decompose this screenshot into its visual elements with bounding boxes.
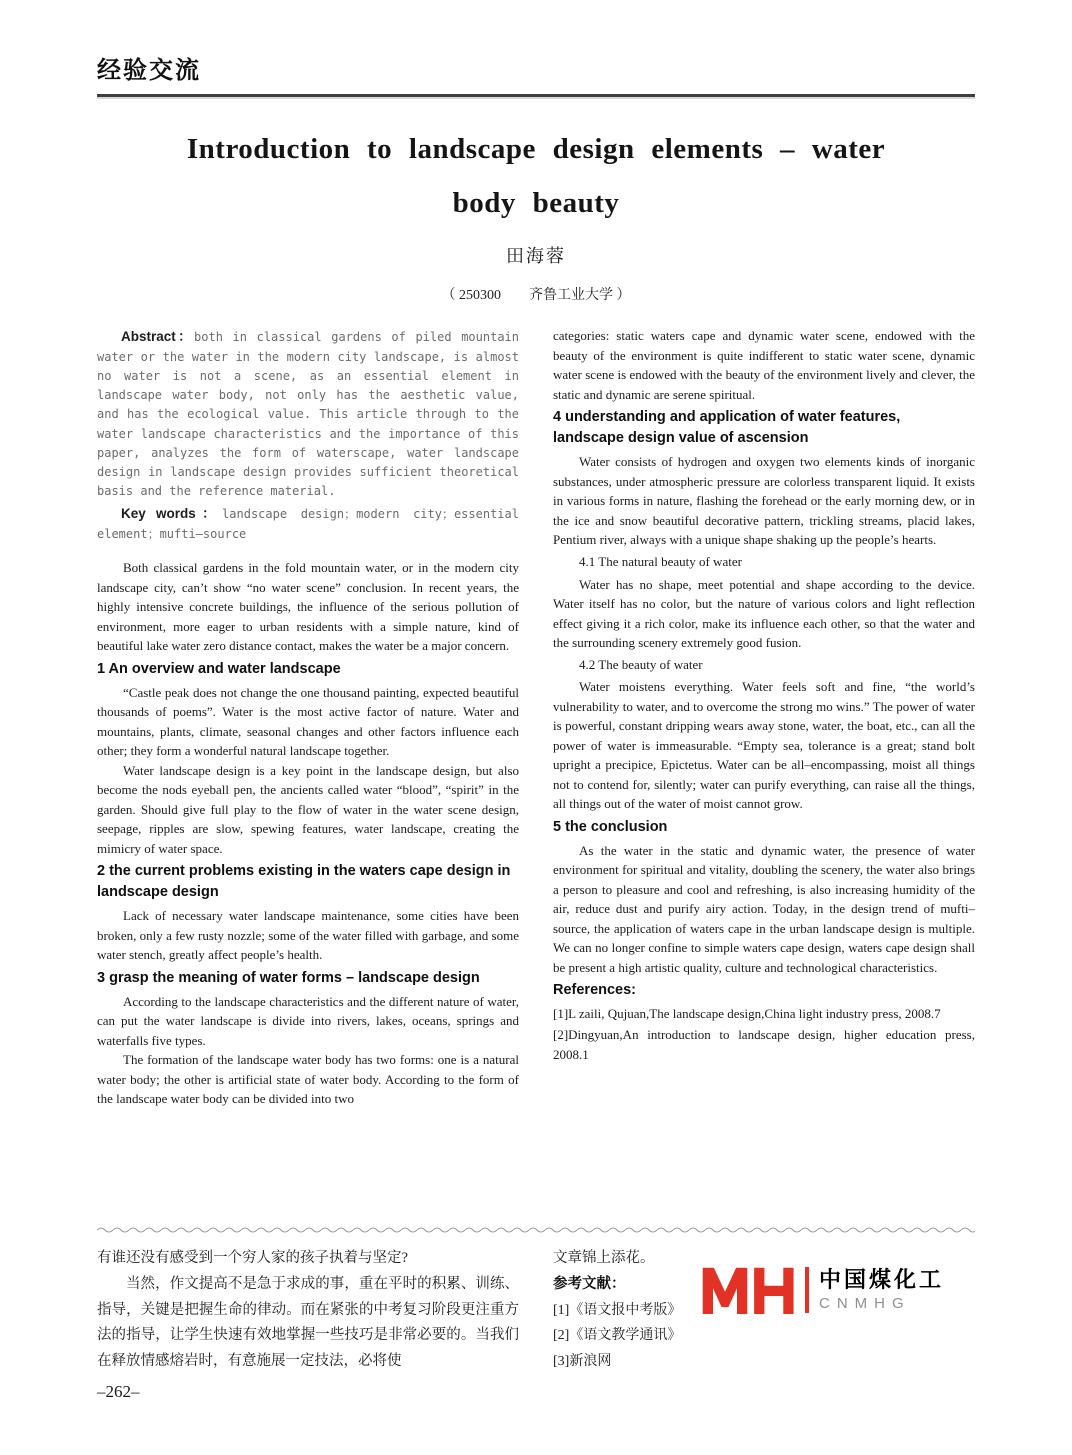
footer-right-column xyxy=(553,1246,975,1375)
cnmhg-logo-icon xyxy=(701,1262,797,1318)
footer-paragraph: 有谁还没有感受到一个穷人家的孩子执着与坚定? xyxy=(97,1250,408,1266)
footer-reference-item-1: [1]《语文报中考版》 xyxy=(553,1302,682,1318)
paragraph: According to the landscape characteristics and the different nature of water, can put the water landscape is divide into rivers, lakes, oceans, springs and waterfalls five types. xyxy=(97,993,519,1048)
cnmhg-logo xyxy=(701,1262,944,1318)
paragraph: The formation of the landscape water body has two forms: one is a natural water body; the other is artificial state of water body. According to the form of the landscape water body can be divided into two xyxy=(97,1052,519,1107)
subsection-heading-4-2: 4.2 The beauty of water xyxy=(579,656,703,672)
abstract-text: both in classical gardens of piled mountain water or the water in the modern city landscape, is almost no water is not a scene, as an essential element in landscape water body, not only has the aesthetic value, and has the ecological value. This article through to the water landscape characteristics and the importance of this paper, analyzes the form of waterscape, water landscape design in landscape design provides sufficient theoretical basis and the reference material. xyxy=(97,330,519,499)
article-title-line1: Introduction to landscape design elements – water xyxy=(186,133,886,165)
keywords-paragraph xyxy=(97,503,519,544)
paragraph: Water consists of hydrogen and oxygen two elements kinds of inorganic substances, under atmospheric pressure are colorless transparent liquid. It exists in various forms in nature, flashing the forehead or the early morning dew, or in the ice and snow beautiful decorative pattern, trickling streams, placid lakes, Pentium river, always with a unique shape shaking up the people’s hearts. xyxy=(553,454,975,548)
paragraph-intro: Both classical gardens in the fold mountain water, or in the modern city landscape city, can’t show “no water scene” conclusion. In recent years, the highly intensive concrete buildings, the influence of the serious pollution of environment, more eager to urban residents with a simple nature, kind of beautiful lake water zero distance contact, makes the water be a major concern. xyxy=(97,560,519,654)
left-column xyxy=(97,326,519,1222)
subsection-heading-4-1: 4.1 The natural beauty of water xyxy=(579,553,742,569)
section-heading-4: 4 understanding and application of water features, landscape design value of ascension xyxy=(553,409,901,447)
article-title-line2: body beauty xyxy=(452,186,620,219)
masthead-rule xyxy=(97,94,975,97)
footer-reference-item-3: [3]新浪网 xyxy=(553,1354,612,1370)
footer-paragraph: 文章锦上添花。 xyxy=(553,1250,655,1266)
cnmhg-logo-text xyxy=(805,1267,944,1313)
paragraph: “Castle peak does not change the one thousand painting, expected beautiful thousands of poems”. Water is the most active factor of nature. Water and mountains, plants, climate, seasonal changes and other factors influence each other; they form a wonderful natural landscape together. xyxy=(97,684,519,759)
paragraph: Lack of necessary water landscape maintenance, some cities have been broken, only a few rusty nozzle; some of the water filled with garbage, and some water stench, greatly affect people’s health. xyxy=(97,908,519,963)
paragraph: Water landscape design is a key point in the landscape design, but also become the nods eyeball pen, the ancients called water “blood”, “spirit” in the garden. Should give full play to the flow of water in the water scene design, seepage, ripples are slow, spewing features, water landscape, creating the mimicry of water space. xyxy=(97,762,519,856)
keywords-text: landscape design；modern city；essential element；mufti–source xyxy=(97,507,519,541)
paragraph: Water has no shape, meet potential and shape according to the device. Water itself has no color, but the nature of various colors and light reflection effect giving it a rich color, make its influence each other, so that the water and the surrounding scenery extremely good fusion. xyxy=(553,576,975,651)
cnmhg-logo-latin-name: CNMHG xyxy=(819,1295,911,1313)
footer-paragraph: 当然，作文提高不是急于求成的事，重在平时的积累、训练、指导，关键是把握生命的律动。而在紧张的中考复习阶段更注重方法的指导，让学生快速有效地掌握一些技巧是非常必要的。当我们在释放情感熔岩时，有意施展一定技法，必将使 xyxy=(97,1275,519,1370)
footer-reference-item-2: [2]《语文教学通讯》 xyxy=(553,1328,682,1344)
article-affiliation: （ 250300 齐鲁工业大学 ） xyxy=(441,288,631,304)
abstract-label: Abstract： xyxy=(121,329,195,345)
section-heading-2: 2 the current problems existing in the waters cape design in landscape design xyxy=(97,863,511,901)
section-heading-1: 1 An overview and water landscape xyxy=(97,660,341,677)
section-heading-3: 3 grasp the meaning of water forms – landscape design xyxy=(97,969,480,986)
wavy-divider xyxy=(97,1226,975,1234)
article-author: 田海蓉 xyxy=(506,246,566,267)
paragraph: As the water in the static and dynamic water, the presence of water environment for spiritual and vitality, doubling the scenery, the water also brings a person to pleasure and cool and refreshing, is also increasing humidity of the air, reduce dust and purify airy action. Today, in the design trend of mufti–source, the application of waters cape in the urban landscape design is multiple. We can no longer confine to simple waters cape design, waters cape design shall be present a high artistic quality, culture and technological characteristics. xyxy=(553,842,975,975)
cnmhg-logo-chinese-name: 中国煤化工 xyxy=(819,1267,945,1293)
abstract-paragraph xyxy=(97,326,519,501)
reference-item-2: [2]Dingyuan,An introduction to landscape design, higher education press, 2008.1 xyxy=(553,1026,975,1062)
paragraph: Water moistens everything. Water feels soft and fine, “the world’s vulnerability to water, and to overcome the strong mo wins.” The power of water is powerful, constant dripping wears away stone, water, the boat, etc., can all the power of water is immeasurable. “Empty sea, tolerance is a great; stand bolt upright a precipice, Epictetus. Water can be all–encompassing, moist all things not to contend for, silently; water can purify everything, can raise all the things, all things out of the water of moist cannot grow. xyxy=(553,679,975,812)
page-number: –262– xyxy=(97,1382,140,1401)
footer-references-heading: 参考文献： xyxy=(553,1275,626,1292)
section-heading-5: 5 the conclusion xyxy=(553,818,668,835)
article-title xyxy=(97,123,975,230)
footer-article-block xyxy=(97,1226,975,1375)
references-heading: References: xyxy=(553,982,637,999)
footer-left-column xyxy=(97,1246,519,1375)
masthead-section-label: 经验交流 xyxy=(97,57,201,84)
article-body xyxy=(97,326,975,1222)
keywords-label: Key words： xyxy=(121,506,223,522)
right-column xyxy=(553,326,975,1222)
paragraph-continuation: categories: static waters cape and dynamic water scene, endowed with the beauty of the environment is quite indifferent to static water scene, dynamic water scene is endowed with the beauty of the environment lively and clever, the static and dynamic are serene spiritual. xyxy=(553,328,975,402)
reference-item-1: [1]L zaili, Qujuan,The landscape design,China light industry press, 2008.7 xyxy=(553,1006,941,1022)
